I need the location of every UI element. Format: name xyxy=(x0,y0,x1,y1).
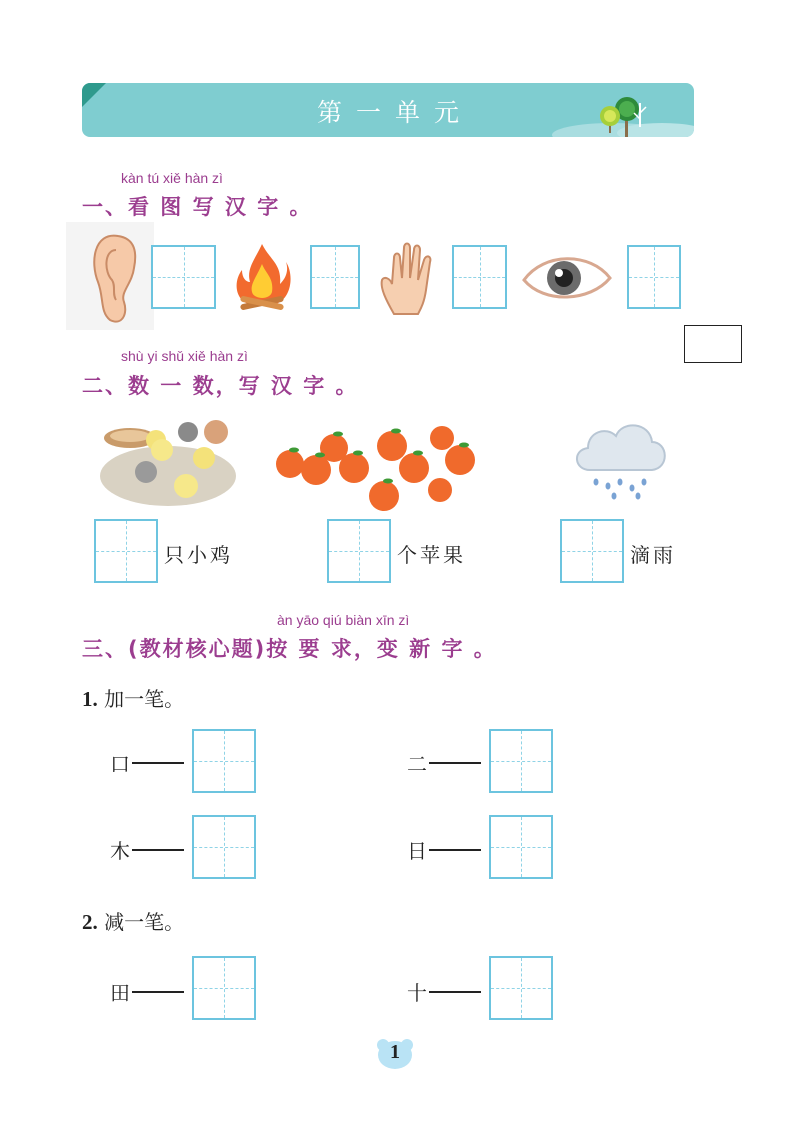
remove-stroke-item xyxy=(110,977,184,1006)
section1-title: 一、看 图 写 汉 字 。 xyxy=(82,195,313,219)
apples-image xyxy=(272,418,478,512)
answer-box-add-4[interactable] xyxy=(489,815,553,879)
part2-instruction: 减一笔。 xyxy=(104,910,185,934)
dash-line xyxy=(429,991,481,993)
add-stroke-item xyxy=(407,835,481,864)
answer-box-add-3[interactable] xyxy=(192,815,256,879)
section2-title: 二、数 一 数，写 汉 字 。 xyxy=(82,374,359,398)
score-box[interactable] xyxy=(684,325,742,363)
dash-line xyxy=(429,762,481,764)
answer-box-add-1[interactable] xyxy=(192,729,256,793)
count-box-apples[interactable] xyxy=(327,519,391,583)
chicks-image xyxy=(100,410,238,506)
dash-line xyxy=(429,849,481,851)
base-char: 木 xyxy=(110,839,130,863)
answer-box-eye[interactable] xyxy=(627,245,681,309)
base-char: 十 xyxy=(407,981,427,1005)
base-char: 二 xyxy=(407,752,427,776)
base-char: 田 xyxy=(110,981,130,1005)
page-number-badge xyxy=(376,1037,414,1069)
answer-box-remove-1[interactable] xyxy=(192,956,256,1020)
add-stroke-item xyxy=(407,748,481,777)
rain-cloud-image xyxy=(570,412,670,502)
apples-label: 个苹果 xyxy=(397,543,466,567)
chicks-label: 只小鸡 xyxy=(164,543,233,567)
fire-image xyxy=(232,240,292,312)
rain-label: 滴雨 xyxy=(630,543,676,567)
dash-line xyxy=(132,762,184,764)
part2-number: 2. xyxy=(82,910,98,934)
remove-stroke-item xyxy=(407,977,481,1006)
answer-box-add-2[interactable] xyxy=(489,729,553,793)
section2-pinyin: shù yi shǔ xiě hàn zì xyxy=(121,348,248,364)
count-box-chicks[interactable] xyxy=(94,519,158,583)
dash-line xyxy=(132,991,184,993)
ear-image xyxy=(66,222,154,330)
base-char: 日 xyxy=(407,839,427,863)
answer-box-fire[interactable] xyxy=(310,245,360,309)
count-box-rain[interactable] xyxy=(560,519,624,583)
unit-title: 第一单元 xyxy=(316,98,473,127)
unit-banner xyxy=(82,83,694,137)
answer-box-remove-2[interactable] xyxy=(489,956,553,1020)
part1-instruction: 加一笔。 xyxy=(104,687,185,711)
add-stroke-item xyxy=(110,835,184,864)
page-number: 1 xyxy=(390,1041,400,1063)
add-stroke-item xyxy=(110,748,184,777)
hand-image xyxy=(376,238,440,316)
eye-image xyxy=(520,250,614,306)
part2-title xyxy=(82,906,184,935)
dash-line xyxy=(132,849,184,851)
section1-pinyin: kàn tú xiě hàn zì xyxy=(121,170,223,186)
answer-box-ear[interactable] xyxy=(151,245,216,309)
answer-box-hand[interactable] xyxy=(452,245,507,309)
section3-pinyin: àn yāo qiú biàn xīn zì xyxy=(277,612,410,628)
base-char: 口 xyxy=(110,752,130,776)
section3-title: 三、(教材核心题)按 要 求，变 新 字 。 xyxy=(82,637,497,661)
part1-number: 1. xyxy=(82,687,98,711)
part1-title xyxy=(82,683,184,712)
tree-icon xyxy=(552,83,694,137)
